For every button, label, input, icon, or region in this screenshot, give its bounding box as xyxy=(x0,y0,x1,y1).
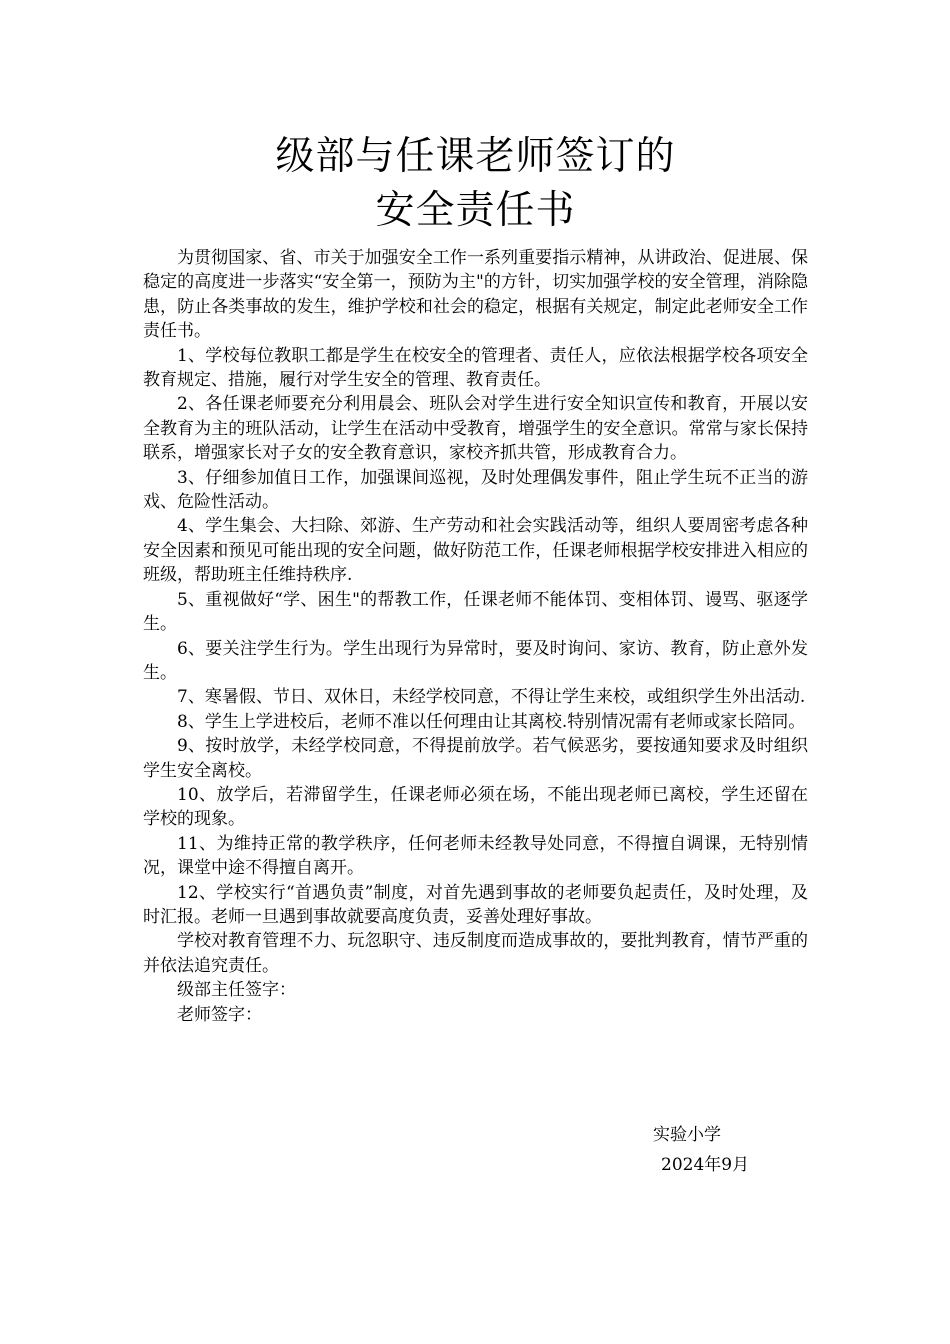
intro-paragraph: 为贯彻国家、省、市关于加强安全工作一系列重要指示精神，从讲政治、促进展、保稳定的高度进一步落实“安全第一，预防为主"的方针，切实加强学校的安全管理，消除隐患，防止各类事故的发生，维护学校和社会的稳定，根据有关规定，制定此老师安全工作责任书。 xyxy=(143,248,808,342)
clause-8: 8、学生上学进校后，老师不准以任何理由让其离校.特别情况需有老师或家长陪同。 xyxy=(177,711,806,732)
clause-11: 11、为维持正常的教学秩序，任何老师未经教导处同意，不得擅自调课，无特别情况，课堂中途不得擅自离开。 xyxy=(143,833,808,879)
clause-10: 10、放学后，若滞留学生，任课老师必须在场，不能出现老师已离校，学生还留在学校的现象。 xyxy=(143,784,808,830)
clause-1: 1、学校每位教职工都是学生在校安全的管理者、责任人，应依法根据学校各项安全教育规定、措施，履行对学生安全的管理、教育责任。 xyxy=(143,345,808,391)
clause-3: 3、仔细参加值日工作，加强课间巡视，及时处理偶发事件，阻止学生玩不正当的游戏、危险性活动。 xyxy=(143,467,808,513)
document-page xyxy=(143,130,808,1027)
signature-teacher: 老师签字： xyxy=(177,1004,262,1025)
clause-2: 2、各任课老师要充分利用晨会、班队会对学生进行安全知识宣传和教育，开展以安全教育为主的班队活动，让学生在活动中受教育，增强学生的安全意识。常常与家长保持联系，增强家长对子女的安全教育意识，家校齐抓共管，形成教育合力。 xyxy=(143,394,808,464)
clause-5: 5、重视做好“学、困生"的帮教工作，任课老师不能体罚、变相体罚、谩骂、驱逐学生。 xyxy=(143,589,808,635)
signature-head-teacher: 级部主任签字： xyxy=(177,980,296,1001)
document-date: 2024年9月 xyxy=(661,1155,750,1175)
document-footer xyxy=(653,1120,749,1180)
school-name: 实验小学 xyxy=(653,1125,721,1145)
closing-paragraph: 学校对教育管理不力、玩忽职守、违反制度而造成事故的，要批判教育，情节严重的并依法追究责任。 xyxy=(143,931,808,976)
document-title-line2: 安全责任书 xyxy=(375,188,576,233)
clause-6: 6、要关注学生行为。学生出现行为异常时，要及时询问、家访、教育，防止意外发生。 xyxy=(143,638,808,683)
clause-7: 7、寒暑假、节日、双休日，未经学校同意，不得让学生来校，或组织学生外出活动. xyxy=(177,687,806,708)
clause-4: 4、学生集会、大扫除、郊游、生产劳动和社会实践活动等，组织人要周密考虑各种安全因素和预见可能出现的安全问题，做好防范工作，任课老师根据学校安排进入相应的班级，帮助班主任维持秩序. xyxy=(143,516,808,586)
document-title-line1: 级部与任课老师签订的 xyxy=(275,134,676,179)
clause-9: 9、按时放学，未经学校同意，不得提前放学。若气候恶劣，要按通知要求及时组织学生安全离校。 xyxy=(143,736,808,781)
clause-12: 12、学校实行“首遇负责”制度，对首先遇到事故的老师要负起责任，及时处理，及时汇报。老师一旦遇到事故就要高度负责，妥善处理好事故。 xyxy=(143,882,808,927)
